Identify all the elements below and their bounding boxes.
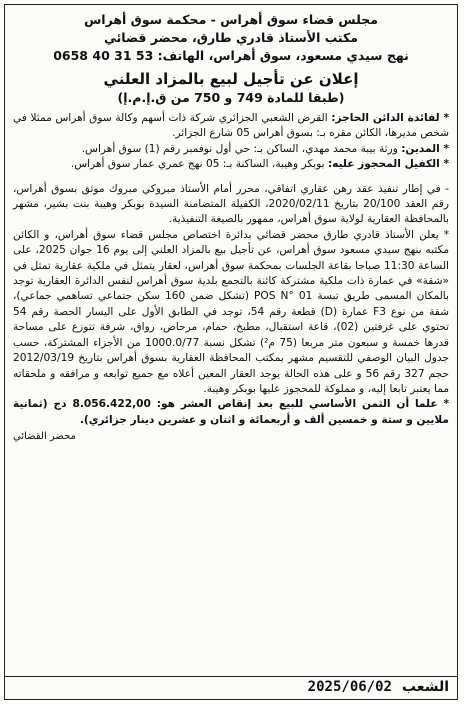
office-address: نهج سيدي مسعود، سوق أهراس، الهاتف: 53 31 40 0658	[53, 48, 409, 63]
notice-subtitle: (طبقا للمادة 749 و 750 من ق.إ.م.إ)	[117, 90, 345, 105]
bailiff-office: مكتب الأستاذ قادري طارق، محضر قضائي	[103, 30, 359, 45]
creditor-paragraph	[13, 111, 449, 142]
publication-footer	[13, 679, 449, 695]
debtor-paragraph	[13, 142, 449, 157]
debtor-text: ورثة بيبة محمد مهدي، الساكن بـ: حي أول نوفمبر رقم (1) سوق أهراس.	[81, 142, 398, 155]
guarantor-label: * الكفيل المحجوز عليه:	[327, 158, 449, 171]
guarantor-paragraph	[13, 157, 449, 172]
announcement-paragraph: * يعلن الأستاذ قادري طارق محضر قضائي بدائرة اختصاص مجلس قضاء سوق أهراس، و الكائن مكتبه بنهج سيدي مسعود سوق أهراس، عن تأجيل بيع بالمزاد العلني إلى يوم 16 جوان 2025، على الساعة 11:30 صباحا بقاعة الجلسات بمحكمة سوق أهراس، لعقار يتمثل في ملكية عقارية تمثل في «شقة» في عمارة ذات ملكية مشتركة كائنة بالتجمع بلدية سوق أهراس لنفس الدائرة العقارية توجد بالمكان المسمى طريق تبسة POS N° 01 (تشكل ضمن 160 سكن جتماعي تساهمي جماعي)، شقة من نوع F3 عمارة (D) قطعة رقم 54، توجد في الطابق الأول على اليسار الحصة رقم 54 تحتوي على غرفتين (02)، قاعة استقبال، مطبخ، حمام، مرحاض، رواق، شرفة تتوزع على مساحة قدرها خمسة و سبعون متر مربعا (75 م²) تشكل نسبة 1000.0/77 من الأجزاء المشتركة، حسب جدول البيان الوصفي للتقسيم مشهر بمكتب المحافظة العقارية بسوق أهراس بتاريخ 2012/03/19 حجم 327 رقم 56 و على هذه الحالة يوجد العقار المعين أعلاه مع جميع توابعه و مرافقه و ملحقاته مما يعتبر تابعا إليه، و مملوكة للمحجوز عليها بوبكر وهيبة.	[13, 228, 450, 395]
publication-date: 2025/06/02	[307, 679, 392, 695]
newspaper-name: الشعب	[401, 679, 449, 695]
notice-header	[13, 11, 449, 65]
price-paragraph: * علما أن الثمن الأساسي للبيع بعد إنقاص العشر هو: 8.056.422,00 دج (ثمانية ملايين و ستة و خمسين ألف و أربعمائة و اثنان و عشرين دينار جزائري).	[13, 398, 450, 426]
signature: محضر القضائي	[13, 431, 76, 443]
mortgage-paragraph: - في إطار تنفيذ عقد رهن عقاري اتفاقي، محرر أمام الأستاذ مبروكي مبروك موثق بسوق أهراس، رقم العقد 20/100 بتاريخ 2020/02/11، الكفيلة المتضامنة السيدة بوبكر وهيبة بنت بشير، مشهر بالمحافظة العقارية لولاية سوق أهراس، ممهور بالصيغة التنفيذية.	[13, 182, 449, 226]
notice-title: إعلان عن تأجيل لبيع بالمزاد العلني	[103, 70, 359, 88]
creditor-text: القرض الشعبي الجزائري شركة ذات أسهم وكالة سوق أهراس ممثلا في شخص مديرها، الكائن مقره بـ: بسوق أهراس 05 شارع الجزائر.	[13, 112, 449, 140]
footer-divider	[5, 676, 457, 677]
legal-notice	[4, 4, 458, 700]
court-name: مجلس قضاء سوق أهراس - محكمة سوق أهراس	[84, 12, 378, 27]
debtor-label: * المدين:	[401, 142, 449, 155]
creditor-label: * لفائدة الدائن الحاجز:	[331, 112, 450, 124]
guarantor-text: بوبكر وهيبة، الساكنة بـ: 05 نهج عمري عمار سوق أهراس.	[70, 158, 325, 171]
